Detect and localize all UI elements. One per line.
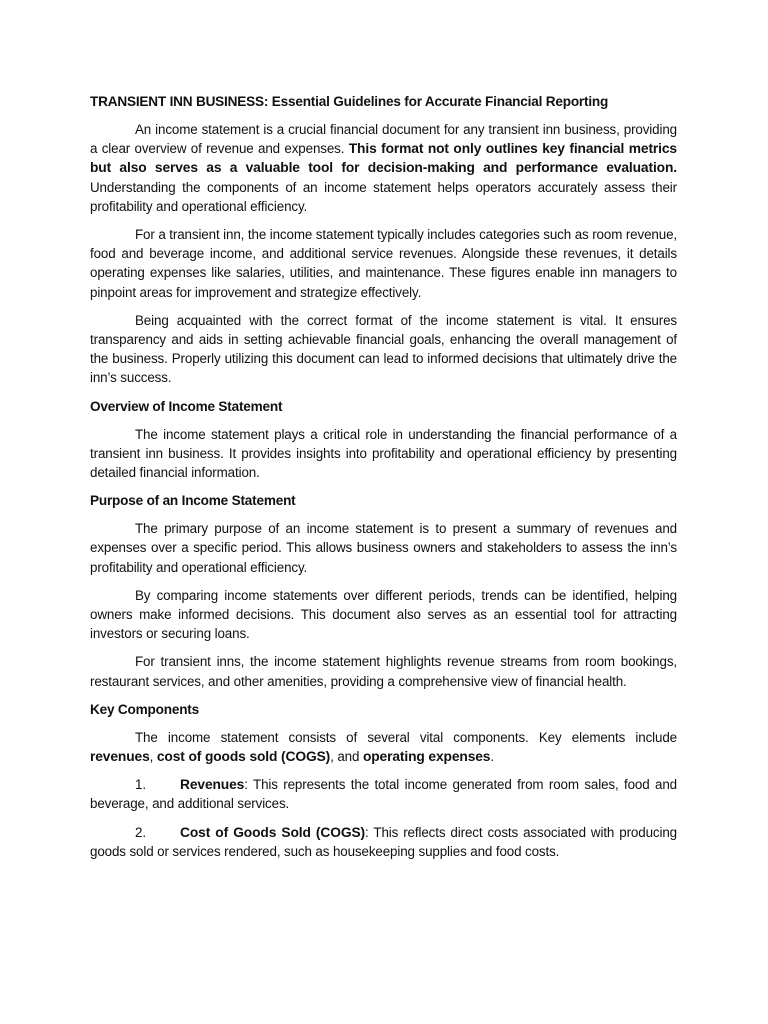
components-heading: Key Components <box>90 701 199 717</box>
intro-paragraph-1 <box>90 120 677 216</box>
components-intro <box>90 728 677 766</box>
list-number: 1. <box>135 777 146 793</box>
list-text: : This represents the total income generated from room sales, food and beverage, and additional services. <box>90 777 677 812</box>
list-item-revenues <box>90 775 677 813</box>
components-term-cogs: cost of goods sold (COGS) <box>156 749 331 765</box>
components-sep-1: , <box>149 749 157 765</box>
purpose-paragraph-1: The primary purpose of an income statement is to present a summary of revenues and expenses over a specific period. This allows business owners and stakeholders to assess the inn’s profitability and operational efficiency. <box>90 521 677 575</box>
components-sep-2: , and <box>330 749 363 765</box>
purpose-heading: Purpose of an Income Statement <box>90 493 296 509</box>
list-label: Cost of Goods Sold (COGS) <box>180 824 366 840</box>
components-term-opex: operating expenses <box>362 749 491 765</box>
intro-paragraph-2: For a transient inn, the income statement typically includes categories such as room revenue, food and beverage income, and additional service revenues. Alongside these revenues, it details operating expenses like salaries, utilities, and maintenance. These figures enable inn managers to pinpoint areas for improvement and strategize effectively. <box>90 227 677 300</box>
intro-p1-tail: Understanding the components of an income statement helps operators accurately assess their profitability and operational efficiency. <box>90 179 677 214</box>
list-text: : This reflects direct costs associated with producing goods sold or services rendered, such as housekeeping supplies and food costs. <box>90 824 677 859</box>
list-label: Revenues <box>180 777 245 793</box>
overview-paragraph-1: The income statement plays a critical role in understanding the financial performance of a transient inn business. It provides insights into profitability and operational efficiency by presenting detailed financial information. <box>90 426 677 481</box>
purpose-paragraph-3: For transient inns, the income statement highlights revenue streams from room bookings, restaurant services, and other amenities, providing a comprehensive view of financial health. <box>90 654 677 689</box>
intro-p1-bold: This format not only outlines key financial metrics but also serves as a valuable tool for decision-making and performance evaluation. <box>90 141 677 176</box>
components-intro-end: . <box>490 749 494 765</box>
intro-paragraph-3: Being acquainted with the correct format of the income statement is vital. It ensures transparency and aids in setting achievable financial goals, enhancing the overall management of the business. Properly utilizing this document can lead to informed decisions that ultimately drive the inn’s success. <box>90 312 677 386</box>
overview-heading: Overview of Income Statement <box>90 398 283 414</box>
components-term-revenues: revenues <box>90 749 150 765</box>
list-item-cogs <box>90 823 677 861</box>
purpose-paragraph-2: By comparing income statements over different periods, trends can be identified, helping owners make informed decisions. This document also serves as an essential tool for attracting investors or securing loans. <box>90 587 677 642</box>
document-page <box>90 92 677 870</box>
document-title: TRANSIENT INN BUSINESS: Essential Guidelines for Accurate Financial Reporting <box>90 94 609 109</box>
intro-p1-lead: An income statement is a crucial financial document for any transient inn business, providing a clear overview of revenue and expenses. <box>90 122 677 157</box>
list-number: 2. <box>135 824 146 840</box>
components-intro-lead: The income statement consists of several vital components. Key elements include <box>135 729 677 745</box>
